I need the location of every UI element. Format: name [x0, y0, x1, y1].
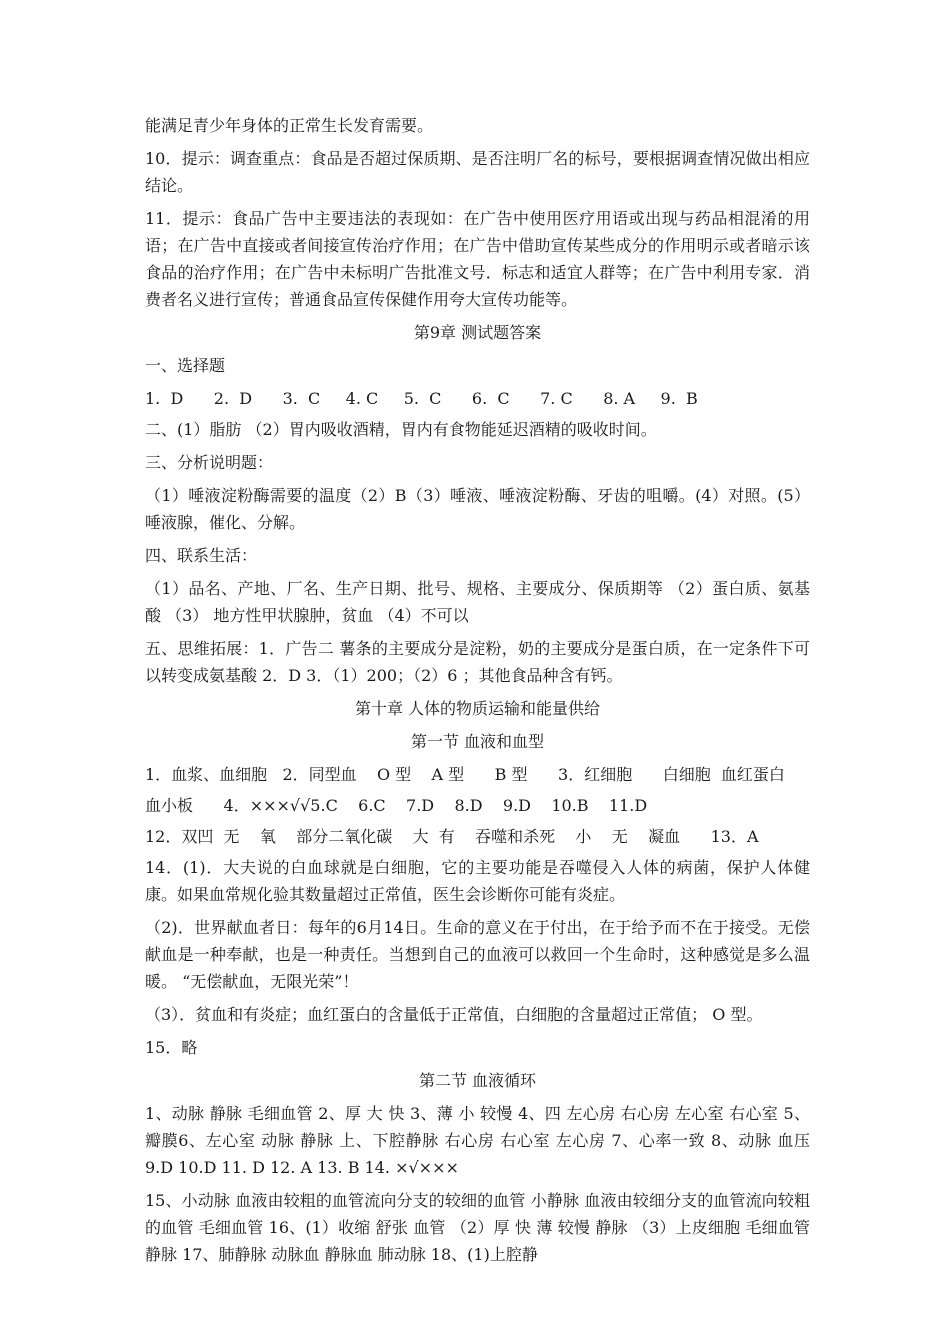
answer-11: 11．提示：食品广告中主要违法的表现如：在广告中使用医疗用语或出现与药品相混淆的用语；在广告中直接或者间接宣传治疗作用；在广告中借助宣传某些成分的作用明示或者暗示该食品的治疗作用；在广告中未标明广告批准文号．标志和适宜人群等；在广告中利用专家．消费者名义进行宣传；普通食品宣传保健作用夸大宣传功能等。: [145, 209, 810, 309]
ch10-sec2-answers1: 1、动脉 静脉 毛细血管 2、厚 大 快 3、薄 小 较慢 4、四 左心房 右心房 左心室 右心室 5、瓣膜6、左心室 动脉 静脉 上、下腔静脉 右心房 右心室 左心房 7、心率一致 8、动脉 血压 9.D 10.D 11. D 12. A 13. B 14. ×√×××: [145, 1104, 810, 1177]
ch9-section1-title: 一、选择题: [145, 356, 226, 375]
ch10-q14-part1: 14．(1)．大夫说的白血球就是白细胞，它的主要功能是吞噬侵入人体的病菌，保护人体健康。如果血常规化验其数量超过正常值，医生会诊断你可能有炎症。: [145, 858, 810, 904]
answer-10: 10．提示：调查重点：食品是否超过保质期、是否注明厂名的标号，要根据调查情况做出相应结论。: [145, 149, 810, 195]
ch10-q14-part2: （2)．世界献血者日：每年的6月14日。生命的意义在于付出，在于给予而不在于接受。无偿献血是一种奉献，也是一种责任。当想到自己的血液可以救回一个生命时，这种感觉是多么温暖。 “无偿献血，无限光荣”！: [145, 918, 810, 991]
ch9-section2: 二、(1）脂肪 （2）胃内吸收酒精，胃内有食物能延迟酒精的吸收时间。: [145, 420, 657, 439]
para-growth: 能满足青少年身体的正常生长发育需要。: [145, 116, 434, 135]
ch9-section5: 五、思维拓展：1．广告二 薯条的主要成分是淀粉，奶的主要成分是蛋白质，在一定条件下可以转变成氨基酸 2．D 3．（1）200；（2）6 ；其他食品种含有钙。: [145, 639, 810, 685]
document-page: [145, 112, 810, 1274]
ch10-sec2-answers2: 15、小动脉 血液由较粗的血管流向分支的较细的血管 小静脉 血液由较细分支的血管流向较粗的血管 毛细血管 16、(1）收缩 舒张 血管 （2）厚 快 薄 较慢 静脉 （3）上皮细胞 毛细血管 静脉 17、肺静脉 动脉血 静脉血 肺动脉 18、(1)上腔静: [145, 1191, 810, 1264]
ch10-sec1-line3: 12．双凹 无 氧 部分二氧化碳 大 有 吞噬和杀死 小 无 凝血 13．A: [145, 827, 759, 846]
ch9-section3-title: 三、分析说明题：: [145, 453, 274, 472]
ch10-q14-part3: （3）．贫血和有炎症；血红蛋白的含量低于正常值，白细胞的含量超过正常值； O 型。: [145, 1005, 763, 1024]
ch10-sec1-line1: 1．血浆、血细胞 2．同型血 O 型 A 型 B 型 3．红细胞 白细胞 血红蛋白: [145, 765, 785, 784]
chapter10-title: 第十章 人体的物质运输和能量供给: [354, 699, 601, 718]
ch10-q15: 15．略: [145, 1038, 198, 1057]
ch9-section4-title: 四、联系生活：: [145, 546, 258, 565]
ch10-sec2-title: 第二节 血液循环: [418, 1071, 537, 1090]
ch9-choice-answers: 1. D 2. D 3. C 4. C 5. C 6. C 7. C 8. A 9. B: [145, 389, 698, 408]
chapter9-title: 第9章 测试题答案: [413, 323, 542, 342]
ch10-sec1-line2: 血小板 4．×××√√5.C 6.C 7.D 8.D 9.D 10.B 11.D: [145, 796, 648, 815]
ch9-section3-body: （1）唾液淀粉酶需要的温度（2）B（3）唾液、唾液淀粉酶、牙齿的咀嚼。(4）对照。(5）唾液腺，催化、分解。: [145, 486, 810, 532]
ch9-section4-body: （1）品名、产地、厂名、生产日期、批号、规格、主要成分、保质期等 （2）蛋白质、氨基酸 （3） 地方性甲状腺肿，贫血 （4）不可以: [145, 579, 810, 625]
ch10-sec1-title: 第一节 血液和血型: [410, 732, 545, 751]
